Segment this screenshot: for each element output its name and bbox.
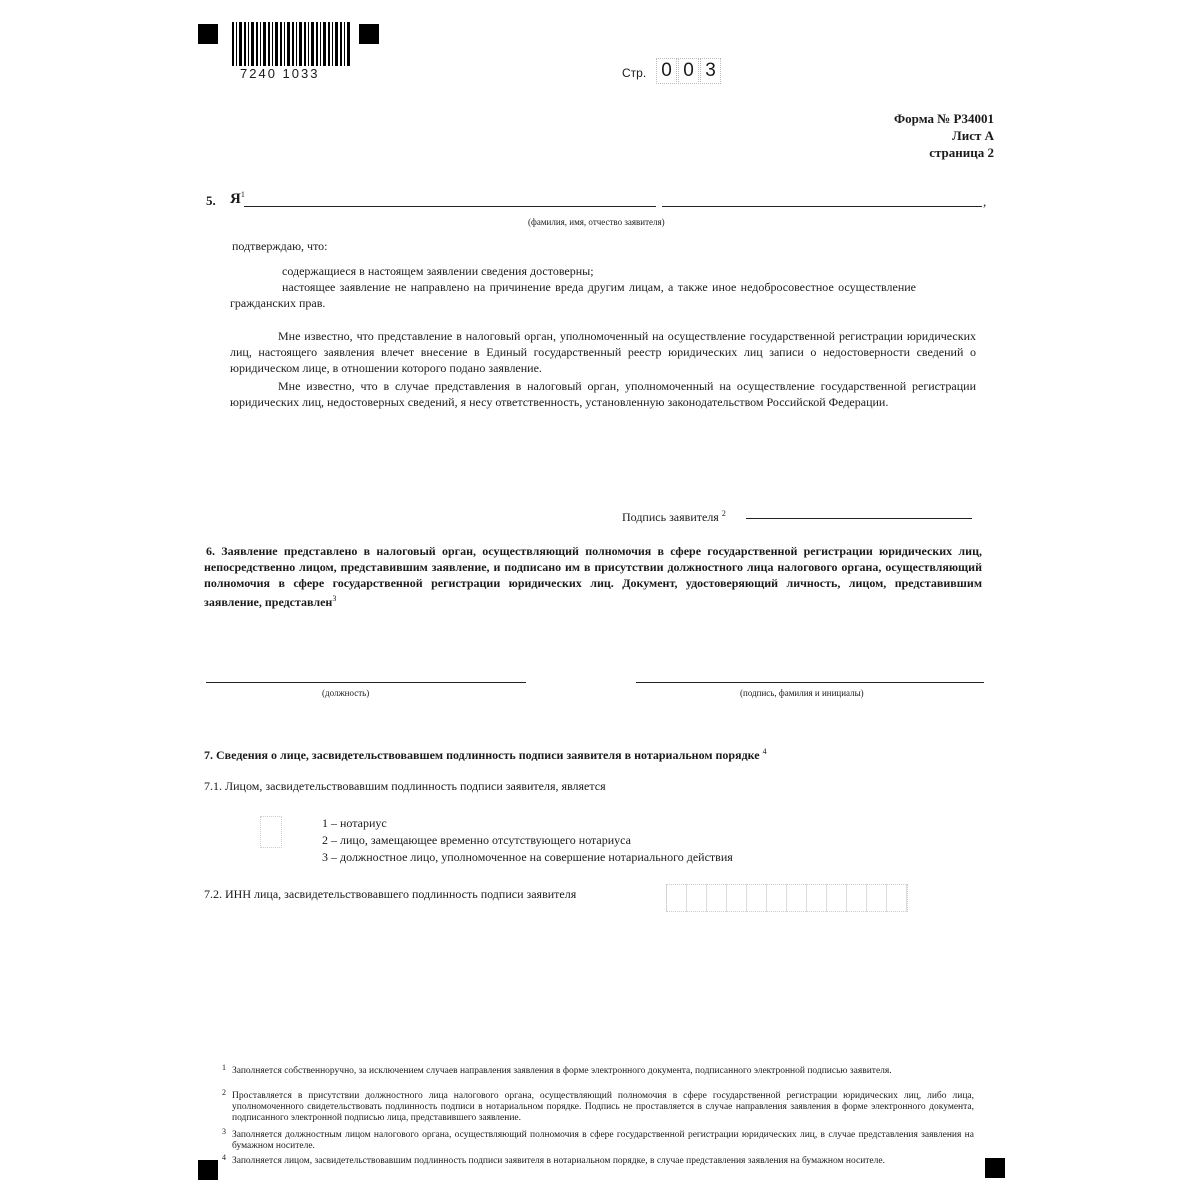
footnote-number: 4 (222, 1153, 226, 1162)
footnote-3 (222, 1127, 974, 1152)
footnote-2 (222, 1088, 974, 1124)
footnote-text: Заполняется лицом, засвидетельствовавшим подлинность подписи заявителя в нотариальном порядке, в случае представления заявления на бумажном носителе. (232, 1156, 885, 1166)
option-1: 1 – нотариус (322, 816, 387, 830)
corner-marker-top-left (198, 24, 218, 44)
sign-name-line[interactable] (636, 682, 984, 683)
corner-marker-top-right (359, 24, 379, 44)
fio-caption: (фамилия, имя, отчество заявителя) (528, 217, 665, 227)
signature-line[interactable] (746, 518, 972, 519)
notary-type-cell[interactable] (260, 816, 282, 848)
ya-footnote-ref: 1 (240, 190, 245, 199)
section5-number: 5. (206, 193, 216, 208)
section6-body: 6. Заявление представлено в налоговый орган, осуществляющий полномочия в сфере государственной регистрации юридических лиц, непосредственно лицом, представившим заявление, и подписано им в присутствии должностного лица налогового органа, осуществляющий полномочия в сфере государственной регистрации юридических лиц. Документ, удостоверяющий личность, лицом, представившим заявление, представлен (204, 544, 982, 609)
signature-label (622, 506, 726, 525)
confirm-item-2: настоящее заявление не направлено на причинение вреда другим лицам, а также иное недобросовестное осуществление гражданских прав. (230, 280, 916, 310)
signature-footnote-ref: 2 (721, 509, 726, 518)
option-2: 2 – лицо, замещающее временно отсутствующего нотариуса (322, 833, 631, 847)
fio-comma: , (983, 194, 987, 209)
footnote-1 (222, 1063, 974, 1077)
section5-ya (230, 190, 245, 208)
page-label: Стр. (622, 66, 647, 80)
fio-line-1[interactable] (244, 206, 656, 207)
section7-footnote-ref: 4 (762, 747, 767, 756)
p72-text: 7.2. ИНН лица, засвидетельствовавшего подлинность подписи заявителя (204, 887, 577, 901)
barcode-number: 7240 1033 (240, 66, 320, 81)
form-header (894, 110, 994, 161)
section6-footnote-ref: 3 (332, 594, 337, 603)
footnote-text: Заполняется собственноручно, за исключением случаев направления заявления в форме электронного документа, подписанного электронной подписью заявителя. (232, 1066, 892, 1076)
page-digit: 3 (700, 58, 721, 84)
page-digit: 0 (678, 58, 699, 84)
signature-label-text: Подпись заявителя (622, 510, 719, 524)
page-sub-label: страница 2 (929, 145, 994, 160)
ya-text: Я (230, 191, 241, 207)
barcode (232, 22, 350, 66)
footnote-number: 2 (222, 1088, 226, 1097)
confirm-text: подтверждаю, что: (232, 239, 328, 253)
position-caption: (должность) (322, 688, 370, 698)
fio-line-2[interactable] (662, 206, 982, 207)
corner-marker-bottom-left (198, 1160, 218, 1180)
para-2: Мне известно, что в случае представления в налоговый орган, уполномоченный на осуществление государственной регистрации юридических лиц, недостоверных сведений, я несу ответственность, установленную законодательством Российской Федерации. (230, 379, 976, 409)
position-line[interactable] (206, 682, 526, 683)
sheet-label: Лист А (952, 128, 994, 143)
section7-title (204, 744, 767, 763)
option-3: 3 – должностное лицо, уполномоченное на совершение нотариального действия (322, 850, 733, 864)
page-number-cells (656, 58, 722, 84)
page-digit: 0 (656, 58, 677, 84)
section6-text (204, 543, 982, 610)
corner-marker-bottom-right (985, 1158, 1005, 1178)
inn-cells[interactable] (666, 884, 908, 912)
section7-title-text: 7. Сведения о лице, засвидетельствовавшем подлинность подписи заявителя в нотариальном порядке (204, 748, 760, 762)
form-number: Форма № Р34001 (894, 111, 994, 126)
footnote-number: 3 (222, 1127, 226, 1136)
p71-text: 7.1. Лицом, засвидетельствовавшим подлинность подписи заявителя, является (204, 779, 606, 793)
sign-name-caption: (подпись, фамилия и инициалы) (740, 688, 864, 698)
footnote-number: 1 (222, 1063, 226, 1072)
footnote-4 (222, 1153, 974, 1167)
footnote-text: Проставляется в присутствии должностного лица налогового органа, осуществляющий полномочия в сфере государственной регистрации юридических лиц, либо лица, уполномоченного свидетельствовать подлинность подписи в нотариальном порядке. Подпись не проставляется в случае направления заявления в форме электронного документа, подписанного электронной подписью лица, представившего заявление. (232, 1091, 974, 1123)
para-1: Мне известно, что представление в налоговый орган, уполномоченный на осуществление государственной регистрации юридических лиц, настоящего заявления влечет внесение в Единый государственный реестр юридических лиц записи о недостоверности сведений о юридическом лице, в отношении которого подано заявление. (230, 329, 976, 375)
confirm-item-1: содержащиеся в настоящем заявлении сведения достоверны; (282, 264, 594, 278)
footnote-text: Заполняется должностным лицом налогового органа, осуществляющий полномочия в сфере государственной регистрации юридических лиц, в случае представления заявления на бумажном носителе. (232, 1130, 974, 1151)
